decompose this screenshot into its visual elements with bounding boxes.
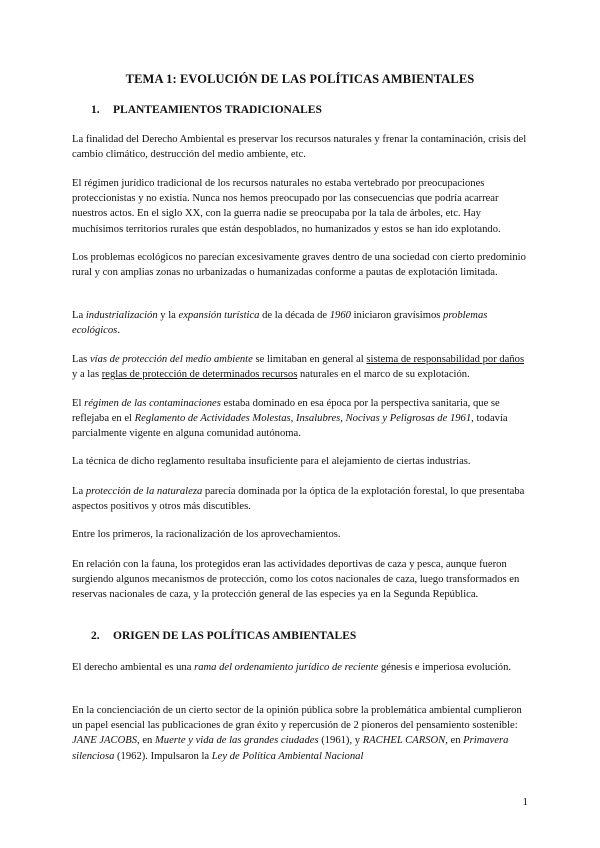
paragraph: En relación con la fauna, los protegidos eran las actividades deportivas de caza y pesca, aunque fueron surgiendo algunos mecanismos de protección, como los cotos nacionales de caza, luego transformados en reservas nacionales de caza, y la protección general de las especies ya en la Segunda República. xyxy=(72,559,520,601)
paragraph: La técnica de dicho reglamento resultaba insuficiente para el alejamiento de ciertas industrias. xyxy=(72,456,471,467)
paragraph: Los problemas ecológicos no parecían excesivamente graves dentro de una sociedad con cierto predominio rural y con amplias zonas no urbanizadas o humanizadas conforme a pautas de explotación limitada. xyxy=(72,252,526,279)
paragraph: La industrialización y la expansión turística de la década de 1960 iniciaron gravísimos problemas ecológicos. xyxy=(72,310,488,337)
page-number: 1 xyxy=(522,796,528,808)
paragraph: El régimen jurídico tradicional de los recursos naturales no estaba vertebrado por preocupaciones proteccionistas y no existía. Nunca nos hemos preocupado por las consecuencias que podría acarrear nuestros actos. En el siglo XX, con la guerra nadie se preocupaba por la tala de árboles, etc. Hay muchísimos territorios rurales que están despoblados, no humanizados y estos se han ido explotando. xyxy=(72,178,501,235)
section-heading-2 xyxy=(91,630,356,642)
paragraph: El régimen de las contaminaciones estaba dominado en esa época por la perspectiva sanitaria, que se reflejaba en el Reglamento de Actividades Molestas, Insalubres, Nocivas y Peligrosas de 1961, todavía parcialmente vigente en alguna comunidad autónoma. xyxy=(72,398,508,440)
section-number: 1. xyxy=(91,104,100,116)
section-number: 2. xyxy=(91,630,100,642)
page-title: TEMA 1: EVOLUCIÓN DE LAS POLÍTICAS AMBIENTALES xyxy=(125,72,475,86)
paragraph: En la concienciación de un cierto sector de la opinión pública sobre la problemática ambiental cumplieron un papel esencial las publicaciones de gran éxito y repercusión de 2 pioneros del pensamiento sostenible: JANE JACOBS, en Muerte y vida de las grandes ciudades (1961), y RACHEL CARSON, en Primavera silenciosa (1962). Impulsaron la Ley de Política Ambiental Nacional xyxy=(72,705,522,762)
section-heading-1 xyxy=(91,104,322,116)
paragraph: Las vías de protección del medio ambiente se limitaban en general al sistema de responsabilidad por daños y a las reglas de protección de determinados recursos naturales en el marco de su explotación. xyxy=(72,354,525,381)
paragraph: Entre los primeros, la racionalización de los aprovechamientos. xyxy=(72,529,341,540)
paragraph: La finalidad del Derecho Ambiental es preservar los recursos naturales y frenar la contaminación, crisis del cambio climático, destrucción del medio ambiente, etc. xyxy=(72,134,527,161)
section-title: PLANTEAMIENTOS TRADICIONALES xyxy=(113,104,322,116)
paragraph: El derecho ambiental es una rama del ordenamiento jurídico de reciente génesis e imperiosa evolución. xyxy=(72,662,512,673)
section-title: ORIGEN DE LAS POLÍTICAS AMBIENTALES xyxy=(113,630,357,642)
paragraph: La protección de la naturaleza parecía dominada por la óptica de la explotación forestal, lo que presentaba aspectos positivos y otros más discutibles. xyxy=(72,486,525,513)
